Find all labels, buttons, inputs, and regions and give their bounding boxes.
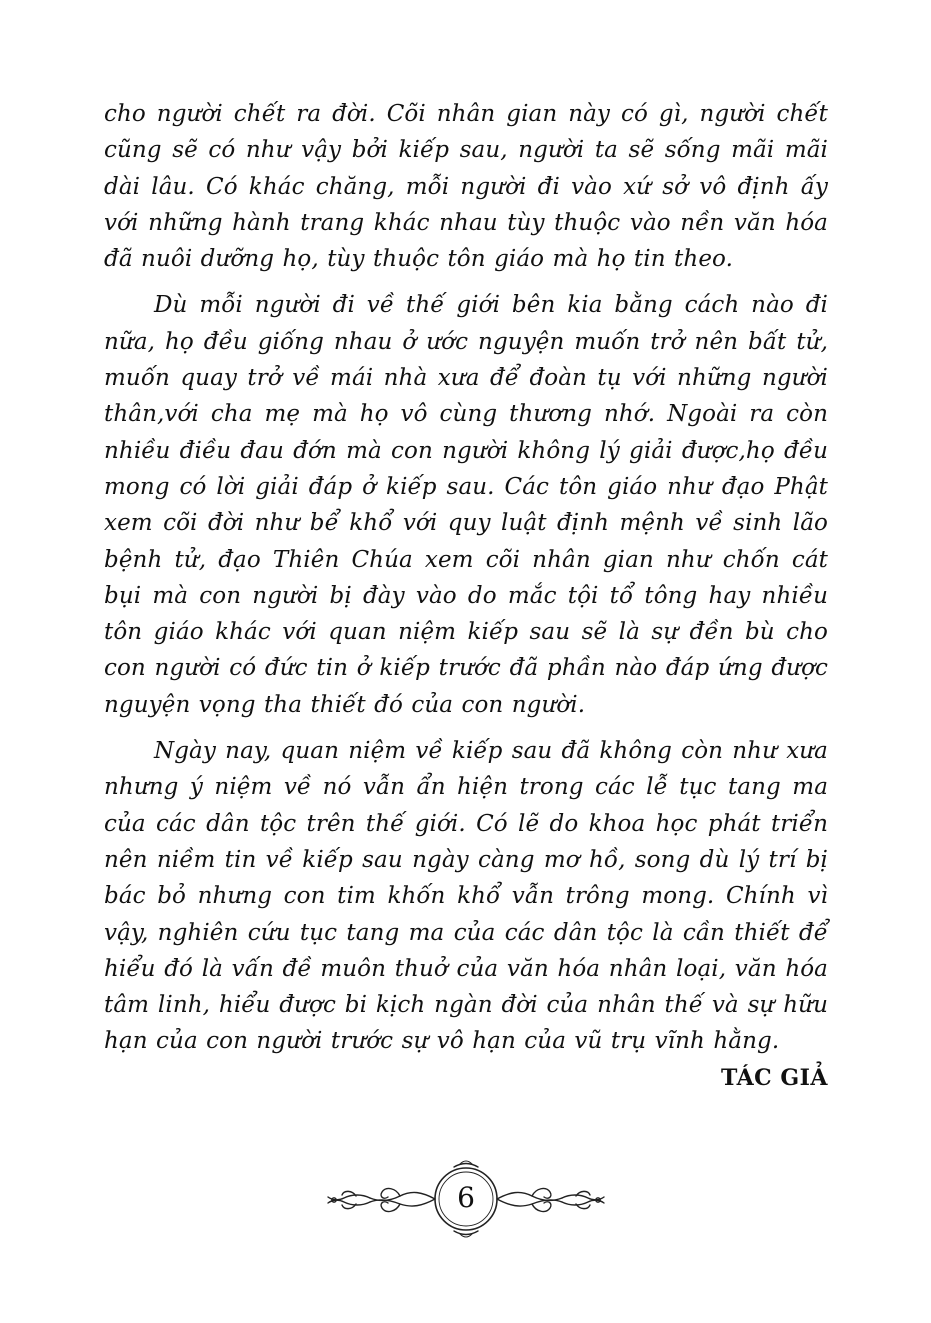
paragraph-2: Dù mỗi người đi về thế giới bên kia bằng cách nào đi nữa, họ đều giống nhau ở ước nguyện muốn trở nên bất tử, muốn quay trở về mái nhà xưa để đoàn tụ với những người thân,với cha mẹ mà họ vô cùng thương nhớ. Ngoài ra còn nhiều điều đau đớn mà con người không lý giải được,họ đều mong có lời giải đáp ở kiếp sau. Các tôn giáo như đạo Phật xem cõi đời như bể khổ với quy luật định mệnh về sinh lão bệnh tử, đạo Thiên Chúa xem cõi nhân gian như chốn cát bụi mà con người bị đày vào do mắc tội tổ tông hay nhiều tôn giáo khác với quan niệm kiếp sau sẽ là sự đền bù cho con người có đức tin ở kiếp trước đã phần nào đáp ứng được nguyện vọng tha thiết đó của con người. (104, 292, 828, 718)
paragraph-3: Ngày nay, quan niệm về kiếp sau đã không còn như xưa nhưng ý niệm về nó vẫn ẩn hiện trong các lễ tục tang ma của các dân tộc trên thế giới. Có lẽ do khoa học phát triển nên niềm tin về kiếp sau ngày càng mơ hồ, song dù lý trí bị bác bỏ nhưng con tim khốn khổ vẫn trông mong. Chính vì vậy, nghiên cứu tục tang ma của các dân tộc là cần thiết để hiểu đó là vấn đề muôn thuở của văn hóa nhân loại, văn hóa tâm linh, hiểu được bi kịch ngàn đời của nhân thế và sự hữu hạn của con người trước sự vô hạn của vũ trụ vĩnh hằng. (104, 738, 828, 1055)
page-number-ornament (326, 1158, 606, 1240)
page-number: 6 (457, 1181, 475, 1214)
paragraph-1: cho người chết ra đời. Cõi nhân gian này có gì, người chết cũng sẽ có như vậy bởi kiếp sau, người ta sẽ sống mãi mãi dài lâu. Có khác chăng, mỗi người đi vào xứ sở vô định ấy với những hành trang khác nhau tùy thuộc vào nền văn hóa đã nuôi dưỡng họ, tùy thuộc tôn giáo mà họ tin theo. (104, 101, 828, 273)
author-signature: TÁC GIẢ (720, 1065, 828, 1091)
body-text (104, 96, 828, 1060)
